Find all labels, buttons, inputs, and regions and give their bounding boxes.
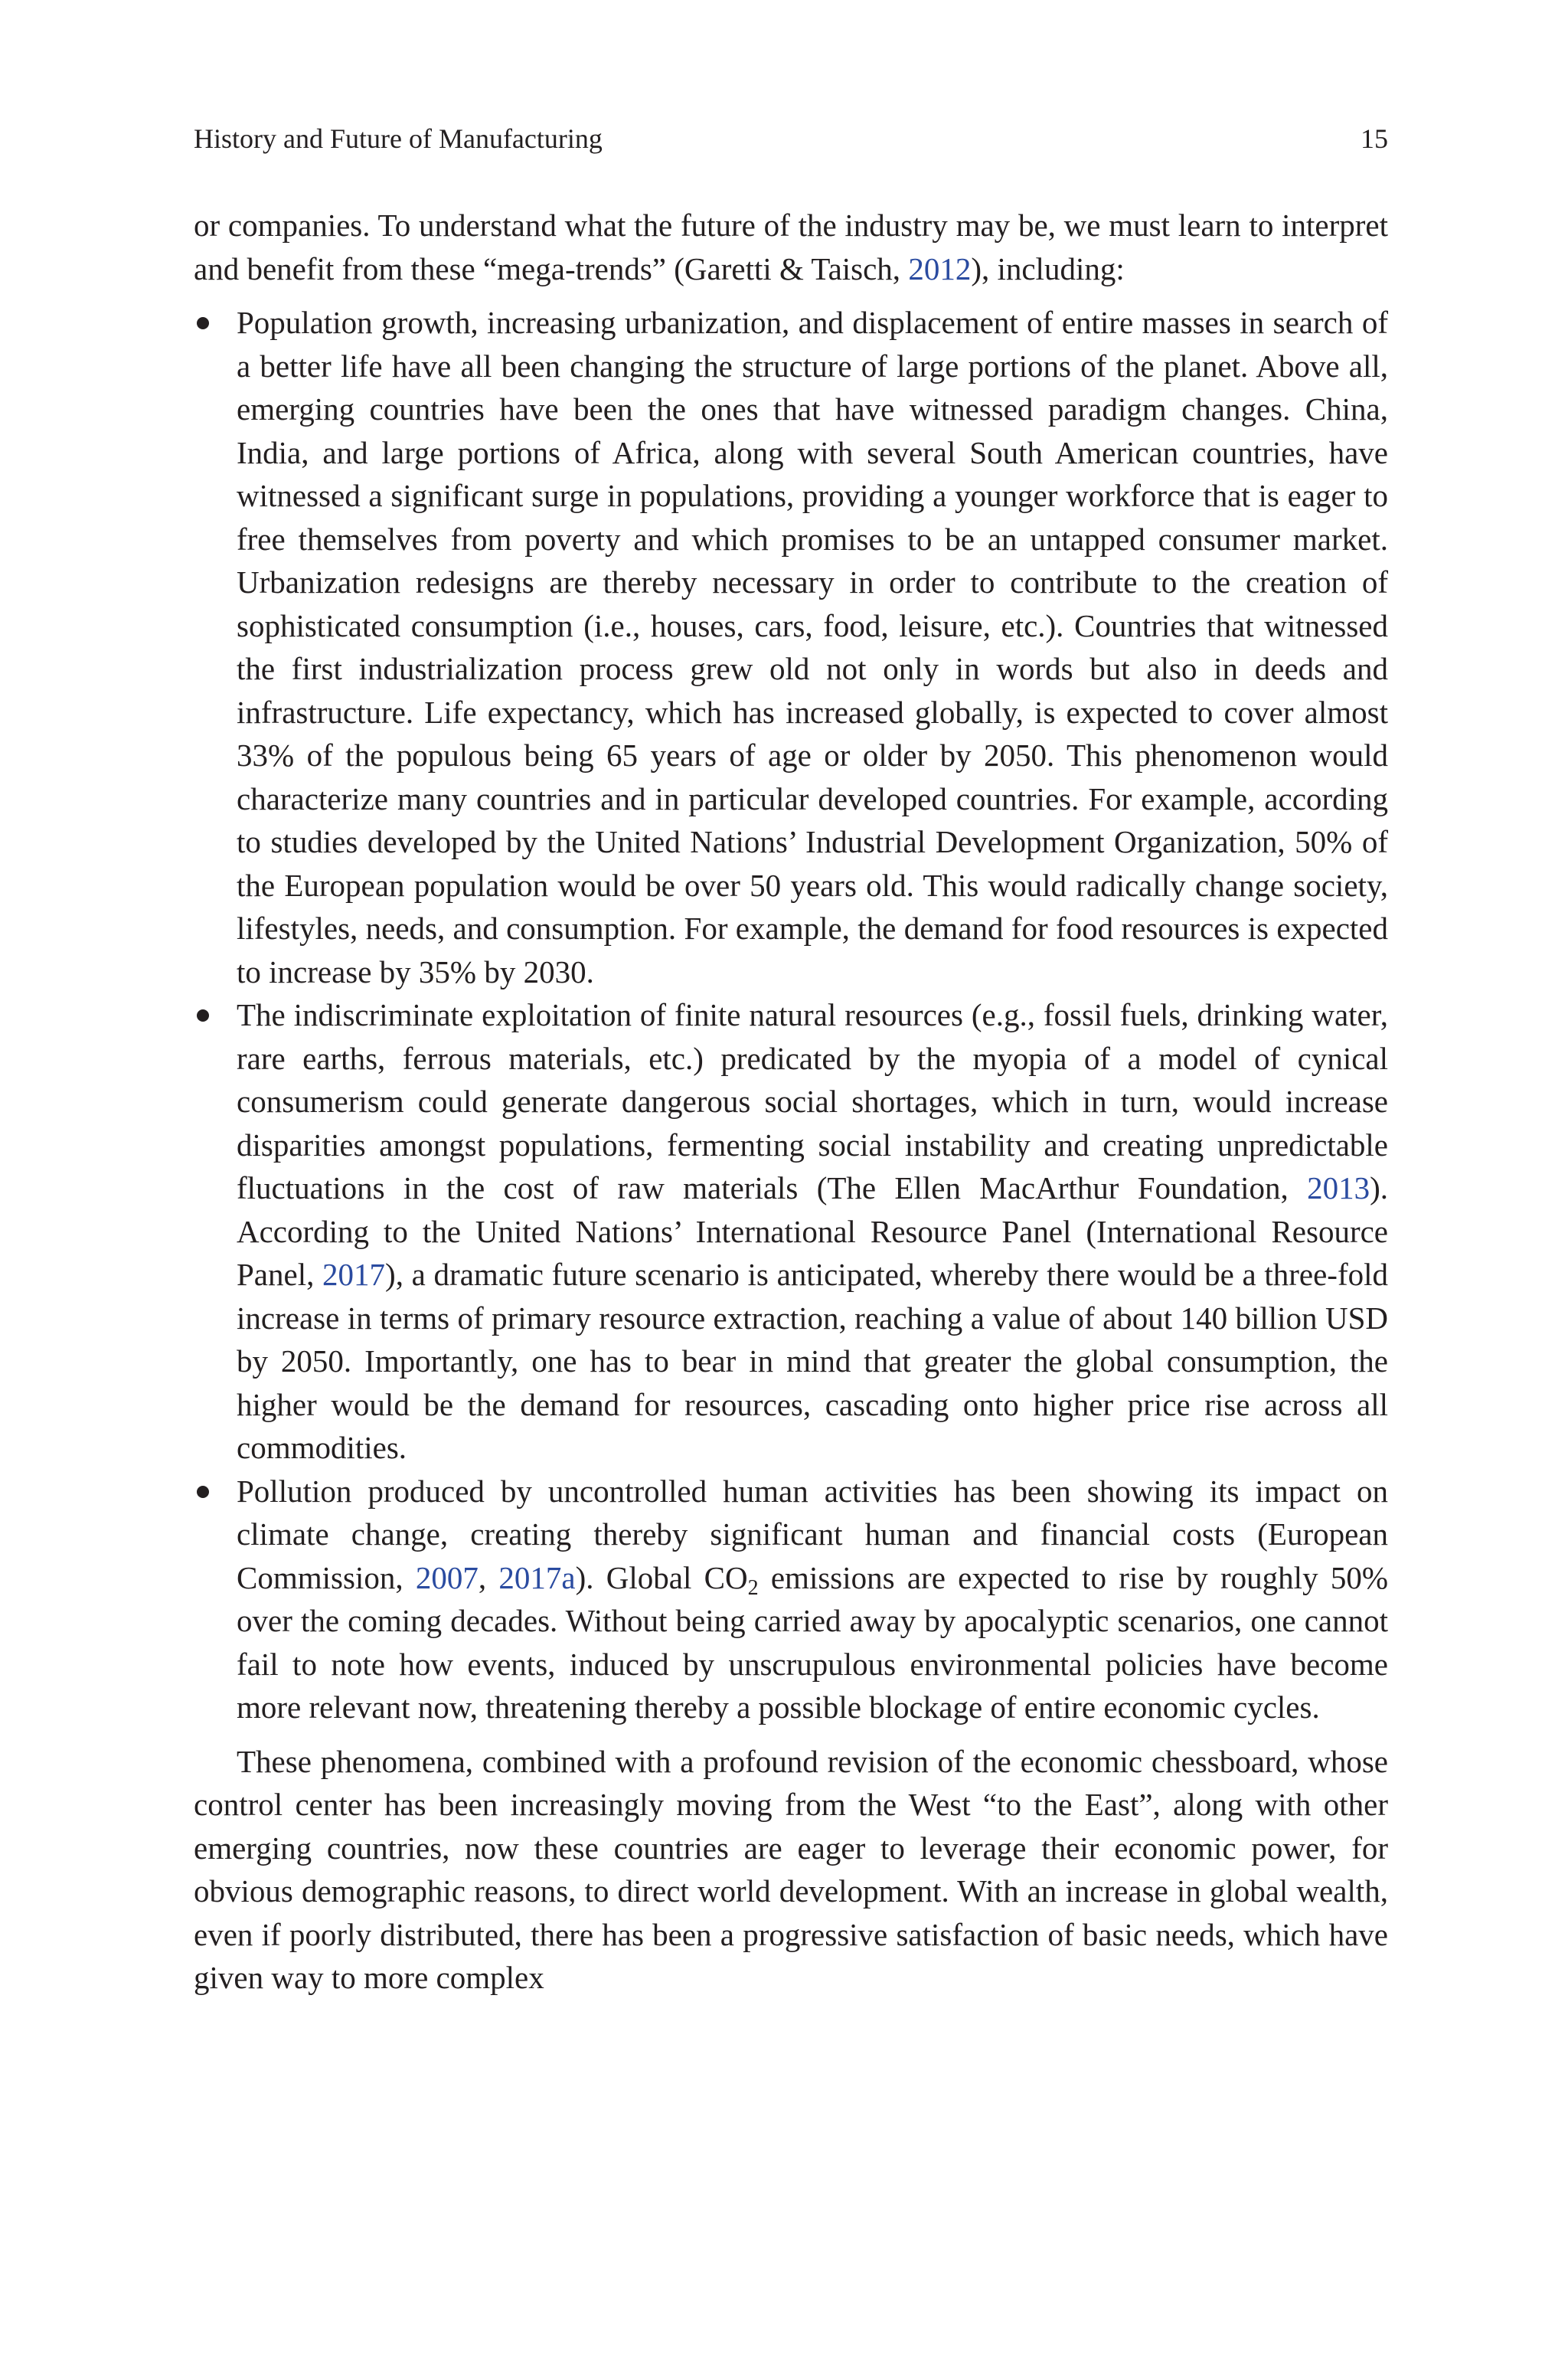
list-item (194, 1470, 1388, 1729)
bullet-icon (197, 1486, 209, 1498)
list-item-text: The indiscriminate exploitation of finite natural resources (e.g., fossil fuels, drinking water, rare earths, ferrous materials, etc.) predicated by the myopia of a model of cynical consumerism could generate dangerous social shortages, which in turn, would increase disparities amongst populations, fermenting social instability and creating unpredictable fluctuations in the cost of raw materials (The Ellen MacArthur Foundation, (237, 997, 1388, 1205)
citation-link-2013[interactable]: 2013 (1307, 1170, 1370, 1205)
list-item (194, 993, 1388, 1470)
megatrend-list (194, 301, 1388, 1729)
citation-link-2017a[interactable]: 2017a (498, 1559, 576, 1595)
citation-link-2012[interactable]: 2012 (908, 250, 972, 286)
intro-text: or companies. To understand what the future of the industry may be, we must learn to interpret and benefit from these “mega-trends” (Garetti & Taisch, (194, 208, 1388, 286)
list-item-text: ), a dramatic future scenario is anticipated, whereby there would be a three-fold increase in terms of primary resource extraction, reaching a value of about 140 billion USD by 2050. Importantly, one has to bear in mind that greater the global consumption, the higher would be the demand for resources, cascading onto higher price rise across all commodities. (237, 1257, 1389, 1465)
body-text (194, 204, 1388, 2000)
citation-link-2007[interactable]: 2007 (415, 1559, 479, 1595)
list-item (194, 301, 1388, 993)
page-number: 15 (1361, 123, 1388, 154)
running-head (194, 123, 1388, 168)
bullet-icon (197, 317, 209, 329)
bullet-icon (197, 1009, 209, 1022)
running-title: History and Future of Manufacturing (194, 123, 603, 154)
intro-text-end: ), including: (971, 250, 1125, 286)
list-item-text: Population growth, increasing urbanization, and displacement of entire masses in search of a better life have all been changing the structure of large portions of the planet. Above all, emerging countries have been the ones that have witnessed paradigm changes. China, India, and large portions of Africa, along with several South American countries, have witnessed a significant surge in populations, providing a younger workforce that is eager to free themselves from poverty and which promises to be an untapped consumer market. Urbanization redesigns are thereby necessary in order to contribute to the creation of sophisticated consumption (i.e., houses, cars, food, leisure, etc.). Countries that witnessed the first industrialization process grew old not only in words but also in deeds and infrastructure. Life expectancy, which has increased globally, is expected to cover almost 33% of the populous being 65 years of age or older by 2050. This phenomenon would characterize many countries and in particular developed countries. For example, according to studies developed by the United Nations’ Industrial Development Organization, 50% of the European population would be over 50 years old. This would radically change society, lifestyles, needs, and consumption. For example, the demand for food resources is expected to increase by 35% by 2030. (237, 305, 1388, 989)
citation-separator: , (478, 1559, 499, 1595)
closing-paragraph: These phenomena, combined with a profound revision of the economic chessboard, whose control center has been increasingly moving from the West “to the East”, along with other emerging countries, now these countries are eager to leverage their economic power, for obvious demographic reasons, to direct world development. With an increase in global wealth, even if poorly distributed, there has been a progressive satisfaction of basic needs, which have given way to more complex (194, 1743, 1388, 1995)
list-item-text: emissions are expected to rise by roughly 50% over the coming decades. Without being carried away by apocalyptic scenarios, one cannot fail to note how events, induced by unscrupulous environmental policies have become more relevant now, threatening thereby a possible blockage of entire economic cycles. (237, 1559, 1389, 1725)
citation-link-2017[interactable]: 2017 (322, 1257, 386, 1292)
list-item-text: ). Global CO (575, 1559, 748, 1595)
intro-paragraph (194, 204, 1388, 290)
co2-subscript: 2 (747, 1575, 759, 1600)
list-item-text: ). According to the United Nations’ International Resource Panel (International Resource Panel, (237, 1170, 1388, 1292)
list-item-text: Pollution produced by uncontrolled human activities has been showing its impact on climate change, creating thereby significant human and financial costs (European Commission, (237, 1473, 1388, 1595)
